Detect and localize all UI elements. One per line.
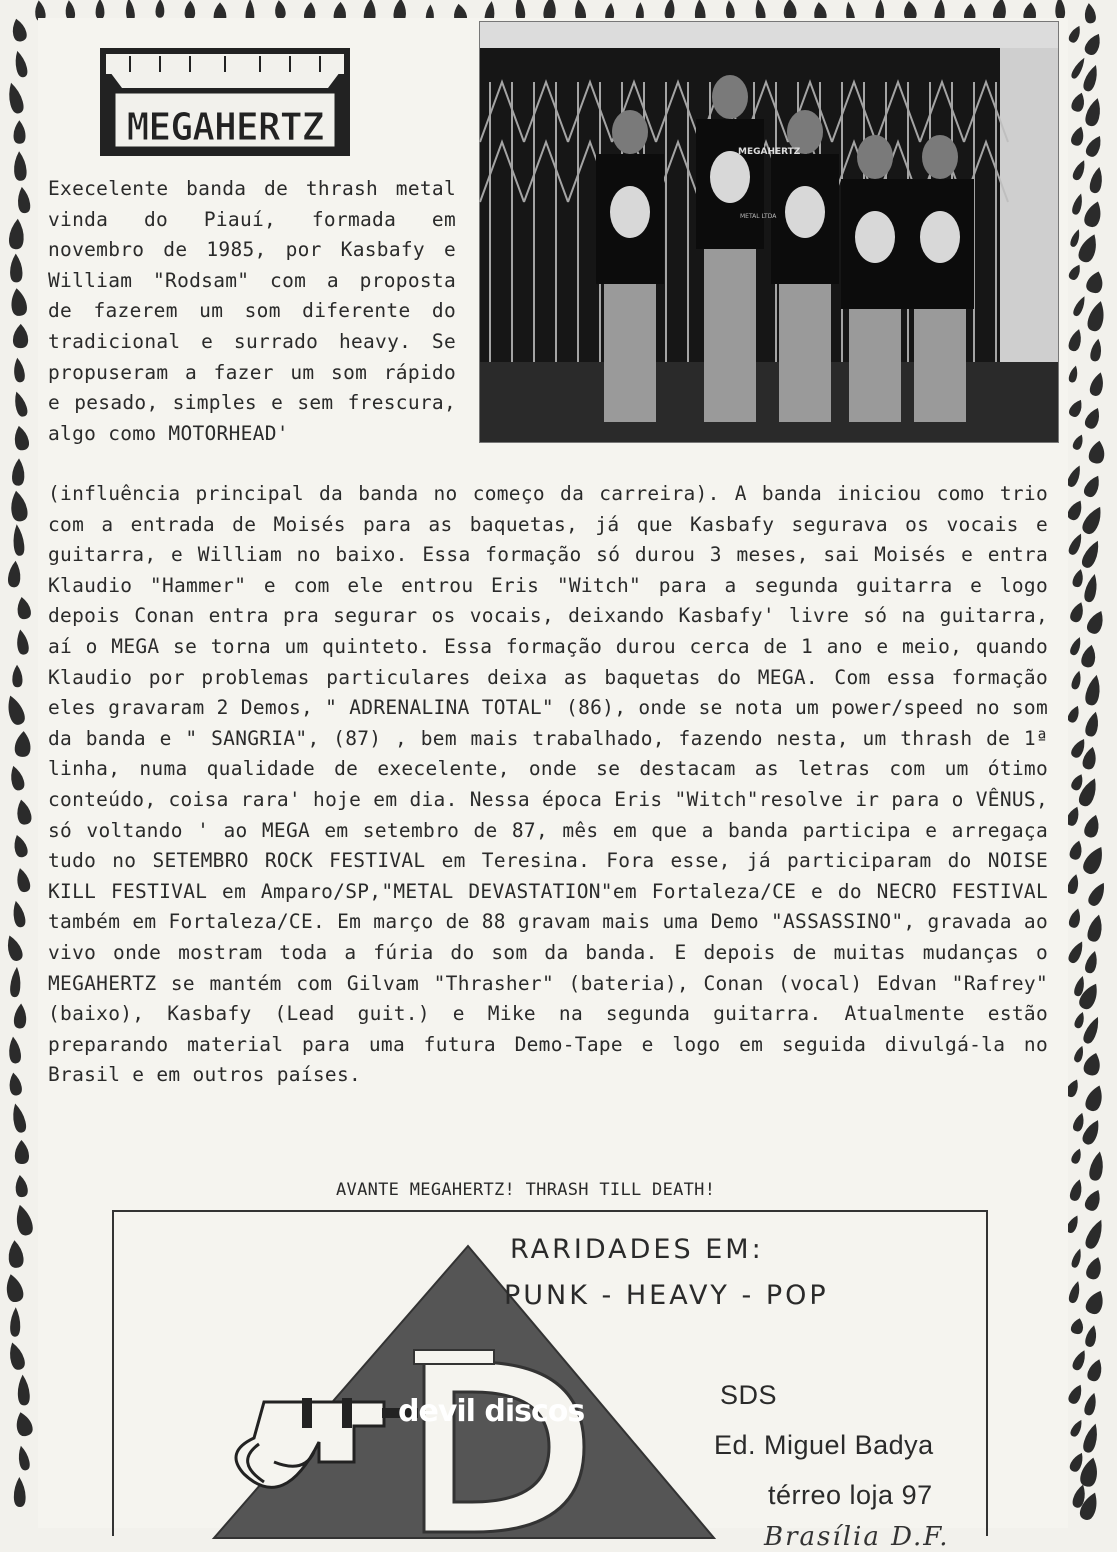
ink-drip [1081,745,1099,770]
ink-drip [1088,371,1106,398]
ink-drip [3,1272,25,1303]
ink-drip [8,489,29,522]
ink-drip [5,81,26,115]
ink-drip [1070,1317,1086,1336]
ink-drip [1070,125,1087,147]
ink-drip [1089,338,1103,362]
ink-drip [1072,295,1088,318]
ink-drip [1086,913,1106,943]
ink-drip [1071,192,1085,215]
ink-drip [1088,1150,1106,1181]
ink-drip [1070,1247,1083,1268]
ink-drip [1068,1178,1084,1202]
ink-drip [7,1036,22,1064]
person-jeans [704,249,756,422]
ad-address-3: térreo loja 97 [768,1480,933,1510]
ink-drip [1069,1418,1085,1438]
ink-drip [1067,1280,1082,1304]
ink-drip [96,0,105,19]
ink-drip [9,966,22,997]
ink-drip [1080,1117,1103,1146]
ink-drip [12,425,30,452]
ink-drip [1084,96,1105,127]
band-logo-text: MEGAHERTZ [126,105,324,149]
ink-drip [1071,158,1088,181]
ink-drip [1055,0,1066,20]
ink-drip [1070,1147,1084,1165]
band-logo [100,48,350,156]
ink-drip [14,731,31,758]
ink-drip [13,1003,27,1029]
ink-drip [155,0,164,18]
ink-drip [7,1072,23,1097]
ink-drip [1082,1051,1104,1077]
ink-drip [13,1477,25,1507]
ink-drip [1080,843,1108,876]
ad-address-1: SDS [720,1380,778,1410]
ink-drip [11,833,29,858]
ink-drip [1068,907,1084,929]
ink-drip [1072,1111,1087,1132]
ink-drip [1071,1348,1089,1372]
ink-drip [725,0,736,20]
ink-drip [274,0,287,19]
ink-drip [10,1102,28,1134]
ink-drip [1067,24,1083,44]
ink-drip [1081,63,1101,93]
ink-drip [6,1341,27,1372]
ink-drip [1080,503,1107,536]
ink-drip [1087,439,1106,464]
ink-drip [1066,939,1086,965]
ink-drip [783,0,796,20]
ad-handwritten-city: Brasília D.F. [764,1522,950,1552]
ink-drip [1080,538,1104,570]
ink-drip [12,665,23,688]
ink-drip [1067,532,1085,557]
ink-drip [1067,1382,1086,1405]
ink-drip [7,1240,24,1269]
shirt-skull [855,211,895,263]
ink-drip [8,218,25,250]
ink-drip [1085,608,1108,636]
person-head [857,135,893,179]
ink-drip [1071,433,1085,451]
ink-drip [1065,463,1083,488]
ink-drip [11,390,29,418]
shirt-skull [785,186,825,238]
ink-drip [1068,365,1080,384]
ink-drip [13,120,25,144]
ink-drip [184,0,195,19]
ink-drip [17,1374,31,1405]
person-jeans [914,309,966,422]
ink-drip [1083,1083,1106,1113]
ink-drip [10,253,23,282]
ink-drip [7,560,21,588]
ink-drip [1066,873,1081,895]
band-photo [480,22,1058,442]
ink-drip [15,629,30,656]
ink-drip [14,867,32,894]
shirt-skull [920,211,960,263]
ink-drip [1070,670,1083,691]
ink-drip [1068,600,1086,624]
ink-drip [16,186,31,214]
ink-drip [1083,1288,1107,1317]
ink-drip [1069,228,1082,248]
ink-drip [12,458,26,486]
ink-drip [14,1174,29,1198]
ink-drip [1067,397,1085,419]
ad-address-2: Ed. Miguel Badya [714,1430,934,1460]
ink-drip [14,798,32,826]
person-jeans [849,309,901,422]
ink-drip [1065,498,1085,522]
ink-drip [1076,231,1101,264]
intro-paragraph: Execelente banda de thrash metal vinda do Piauí, formada em novembro de 1985, por Kasbafy e William "Rodsam" com a proposta de fazerem um som diferente do tradicional e surrado heavy. Se propuseram a fazer um som rápido e pesado, simples e sem frescura, algo como MOTORHEAD' [48,177,456,445]
record-store-ad [112,1210,988,1552]
ink-drip [3,693,27,727]
ink-drip [1070,91,1088,113]
ad-headline: RARIDADES EM: [510,1234,764,1265]
shirt-subtext: METAL LTDA [740,213,777,220]
ink-drip [1084,673,1104,706]
ink-drip [1088,166,1105,194]
ink-drip [1071,568,1085,588]
ink-drip [1070,56,1088,80]
ink-drip [1083,1187,1105,1213]
person-jeans [604,284,656,422]
ink-drip [1083,1391,1099,1416]
ink-drip [1083,31,1105,57]
ad-brand: devil discos [398,1394,585,1429]
ink-drip [12,357,26,383]
ink-drip [1073,1045,1086,1064]
ink-drip [1083,1217,1107,1250]
shirt-text: MEGAHERTZ [738,147,801,157]
person-head [612,110,648,154]
person-head [712,75,748,119]
ink-drip [1084,950,1101,975]
ink-drip [7,764,26,792]
ink-drip [1068,839,1084,861]
ink-drip [1086,1357,1106,1383]
ink-drip [1084,1324,1099,1348]
ink-drip [1084,710,1102,738]
ink-drip [10,1307,21,1337]
ink-drip [14,1140,29,1164]
ink-drip [1067,262,1083,281]
ink-drip [1084,133,1106,159]
shirt-skull [610,186,650,238]
ink-drip [1084,1255,1104,1281]
ink-drip [13,1203,35,1237]
ink-drip [1073,1011,1087,1030]
slogan: AVANTE MEGAHERTZ! THRASH TILL DEATH! [336,1180,716,1200]
ink-drip [1066,704,1082,724]
ink-drip [12,524,26,557]
shirt-skull [710,151,750,203]
ink-drip [16,1445,31,1472]
ink-drip [3,933,24,962]
ink-drip [13,324,29,348]
ink-drip [1086,880,1109,908]
ink-drip [1083,2,1096,23]
ink-drip [1069,636,1084,657]
ink-drip [1086,299,1108,333]
ink-drip [15,596,32,620]
ink-drip [1083,813,1103,839]
ink-drip [1081,1015,1103,1046]
ink-drip [13,1410,34,1438]
ink-drip [1082,199,1105,229]
ink-drip [9,287,28,317]
article-body: (influência principal da banda no começo da carreira). A banda iniciou como trio com a entrada de Moisés para as baquetas, já que Kasbafy segurava os vocais e guitarra, e William no baixo. Essa formação só durou 3 meses, sai Moisés e entra Klaudio "Hammer" e com ele entrou Eris "Witch" para a segunda guitarra e logo depois Conan entra pra segurar os vocais, deixando Kasbafy' livre só na guitarra, aí o MEGA se torna um quinteto. Essa formação durou cerca de 1 ano e meio, quando Klaudio por problemas particulares deixa as baquetas do MEGA. Com essa formação eles gravaram 2 Demos, " ADRENALINA TOTAL" (86), onde se nota um power/speed no som da banda e " SANGRIA", (87) , bem mais trabalhado, fazendo nesta, um thrash de 1ª linha, numa qualidade de execelente, onde se destacam as letras com um ótimo conteúdo, coisa rara' hoje em dia. Nessa época Eris "Witch"resolve ir para o VÊNUS, só voltando ' ao MEGA em setembro de 87, mês em que a banda participa e arregaça tudo no SETEMBRO ROCK FESTIVAL em Teresina. Fora esse, já participaram do NOISE KILL FESTIVAL em Amparo/SP,"METAL DEVASTATION"em Fortaleza/CE e do NECRO FESTIVAL também em Fortaleza/CE. Em março de 88 gravam mais uma Demo "ASSASSINO", gravada ao vivo onde mostram toda a fúria do som da banda. E depois de muitas mudanças o MEGAHERTZ se mantém com Gilvam "Thrasher" (bateria), Conan (vocal) Edvan "Rafrey" (baixo), Kasbafy (Lead guit.) e Mike na segunda guitarra. Atualmente estão preparando material para uma futura Demo-Tape e logo em seguida divulgá-la no Brasil e em outros países. [48,482,1048,1087]
person-jeans [779,284,831,422]
ad-genres: PUNK - HEAVY - POP [504,1280,829,1311]
ink-drip [13,151,27,181]
ink-drip [1081,1422,1101,1454]
ink-drip [10,17,29,43]
ink-drip [1080,643,1098,668]
ink-drip [1067,327,1084,352]
ink-drip [664,0,676,20]
ink-drip [1082,473,1104,499]
ink-drip [1083,573,1100,604]
ink-drip [1083,405,1104,430]
ink-drip [12,50,29,79]
ink-drip [1085,269,1107,295]
person-head [922,135,958,179]
ink-drip [10,900,26,929]
